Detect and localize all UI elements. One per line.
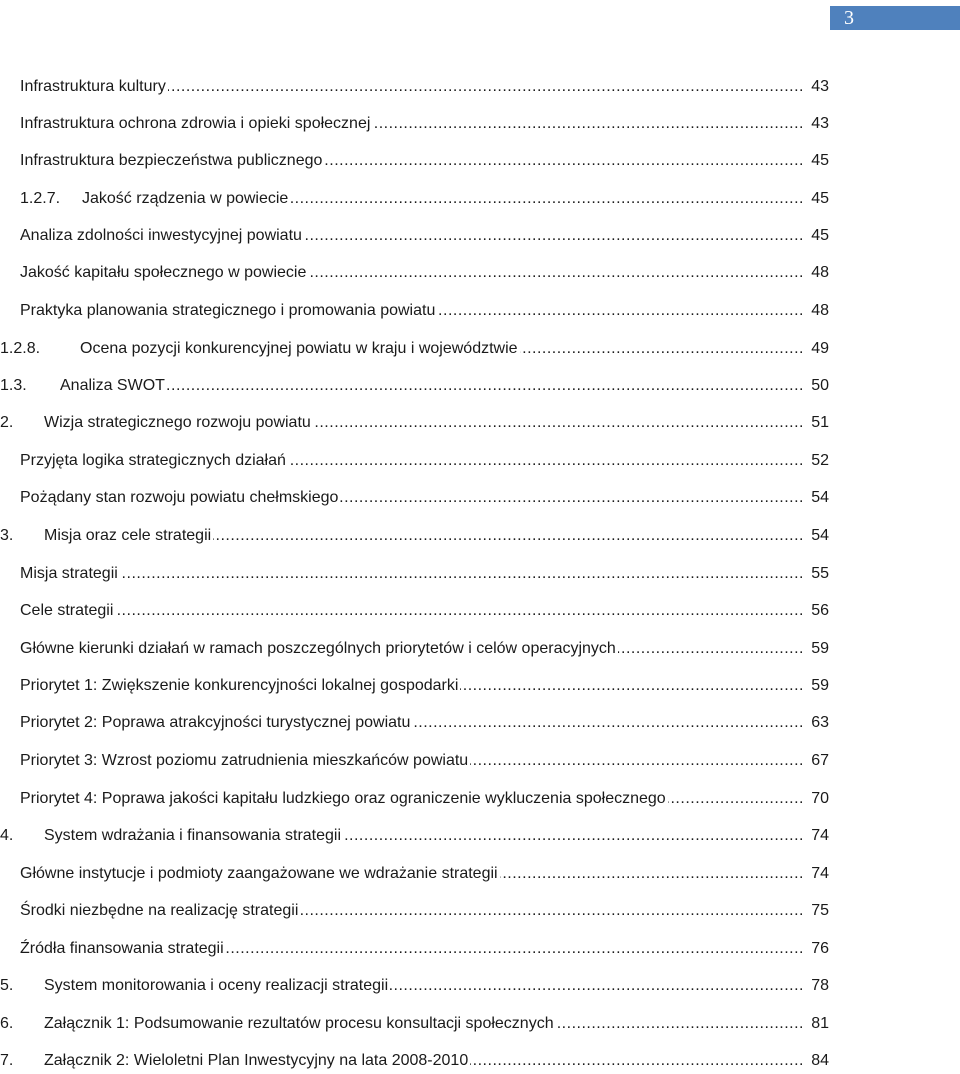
- toc-entry[interactable]: [0, 448, 960, 474]
- toc-entry[interactable]: [0, 936, 960, 962]
- toc-dot-leader: [390, 973, 804, 999]
- toc-entry-number: 1.2.7.: [20, 190, 61, 207]
- toc-entry-title: Priorytet 2: Poprawa atrakcyjności turystycznej powiatu: [20, 714, 411, 731]
- toc-entry-page: 74: [811, 827, 829, 844]
- toc-dot-leader: [618, 636, 804, 662]
- toc-entry[interactable]: [0, 561, 960, 587]
- toc-dot-leader: [500, 861, 804, 887]
- toc-entry-page: 49: [811, 340, 829, 357]
- toc-entry[interactable]: [0, 786, 960, 812]
- toc-entry-page: 43: [811, 78, 829, 95]
- toc-entry-title: System wdrażania i finansowania strategii: [44, 827, 342, 844]
- toc-entry[interactable]: [0, 186, 960, 212]
- toc-entry-number: 5.: [0, 977, 14, 994]
- toc-entry-title: Priorytet 3: Wzrost poziomu zatrudnienia mieszkańców powiatu: [20, 752, 469, 769]
- toc-entry[interactable]: [0, 598, 960, 624]
- toc-entry-title: Misja oraz cele strategii: [44, 527, 212, 544]
- toc-dot-leader: [304, 223, 804, 249]
- toc-entry-page: 48: [811, 264, 829, 281]
- toc-entry-page: 63: [811, 714, 829, 731]
- toc-entry-title: Jakość rządzenia w powiecie: [82, 190, 289, 207]
- toc-entry-title: Środki niezbędne na realizację strategii: [20, 902, 299, 919]
- toc-entry-title: Infrastruktura bezpieczeństwa publicznego: [20, 152, 323, 169]
- toc-dot-leader: [300, 898, 804, 924]
- toc-dot-leader: [213, 523, 804, 549]
- toc-entry[interactable]: [0, 823, 960, 849]
- toc-entry-page: 56: [811, 602, 829, 619]
- toc-dot-leader: [324, 148, 804, 174]
- toc-entry-page: 55: [811, 565, 829, 582]
- toc-entry-page: 54: [811, 489, 829, 506]
- toc-entry-title: System monitorowania i oceny realizacji strategii: [44, 977, 389, 994]
- toc-entry[interactable]: [0, 410, 960, 436]
- toc-entry-title: Misja strategii: [20, 565, 118, 582]
- toc-entry-title: Wizja strategicznego rozwoju powiatu: [44, 414, 311, 431]
- toc-entry[interactable]: [0, 111, 960, 137]
- toc-entry-title: Infrastruktura ochrona zdrowia i opieki społecznej: [20, 115, 371, 132]
- toc-entry[interactable]: [0, 973, 960, 999]
- toc-entry[interactable]: [0, 523, 960, 549]
- toc-dot-leader: [290, 186, 804, 212]
- toc-entry-page: 43: [811, 115, 829, 132]
- toc-entry[interactable]: [0, 861, 960, 887]
- toc-entry-title: Cele strategii: [20, 602, 114, 619]
- toc-entry-page: 84: [811, 1052, 829, 1069]
- toc-entry[interactable]: [0, 636, 960, 662]
- toc-entry[interactable]: [0, 710, 960, 736]
- toc-entry-title: Analiza zdolności inwestycyjnej powiatu: [20, 227, 302, 244]
- toc-entry[interactable]: [0, 373, 960, 399]
- toc-entry-page: 48: [811, 302, 829, 319]
- toc-dot-leader: [288, 448, 804, 474]
- toc-dot-leader: [340, 485, 804, 511]
- toc-entry[interactable]: [0, 223, 960, 249]
- toc-entry-title: Załącznik 2: Wieloletni Plan Inwestycyjny na lata 2008-2010: [44, 1052, 469, 1069]
- toc-entry-page: 59: [811, 677, 829, 694]
- toc-entry[interactable]: [0, 748, 960, 774]
- toc-dot-leader: [168, 74, 804, 100]
- toc-entry-title: Priorytet 4: Poprawa jakości kapitału ludzkiego oraz ograniczenie wykluczenia społecznego: [20, 790, 666, 807]
- page-number-badge: 3: [830, 6, 960, 30]
- toc-entry-title: Załącznik 1: Podsumowanie rezultatów procesu konsultacji społecznych: [44, 1015, 554, 1032]
- toc-entry-page: 51: [811, 414, 829, 431]
- toc-entry-title: Priorytet 1: Zwiększenie konkurencyjności lokalnej gospodarki: [20, 677, 459, 694]
- toc-entry[interactable]: [0, 148, 960, 174]
- toc-dot-leader: [470, 748, 804, 774]
- toc-entry-page: 70: [811, 790, 829, 807]
- toc-entry[interactable]: [0, 485, 960, 511]
- toc-dot-leader: [460, 673, 804, 699]
- toc-entry-page: 74: [811, 865, 829, 882]
- toc-entry-page: 75: [811, 902, 829, 919]
- toc-entry-page: 76: [811, 940, 829, 957]
- toc-entry[interactable]: [0, 673, 960, 699]
- toc-dot-leader: [437, 298, 804, 324]
- toc-entry-page: 45: [811, 227, 829, 244]
- toc-dot-leader: [308, 260, 804, 286]
- toc-entry-number: 1.2.8.: [0, 340, 41, 357]
- toc-dot-leader: [412, 710, 804, 736]
- toc-dot-leader: [470, 1048, 804, 1074]
- toc-entry-page: 45: [811, 190, 829, 207]
- toc-entry-page: 78: [811, 977, 829, 994]
- toc-entry-number: 3.: [0, 527, 14, 544]
- toc-dot-leader: [115, 598, 804, 624]
- toc-entry[interactable]: [0, 1048, 960, 1074]
- toc-entry[interactable]: [0, 74, 960, 100]
- toc-entry[interactable]: [0, 298, 960, 324]
- toc-entry-number: 6.: [0, 1015, 14, 1032]
- toc-entry-title: Pożądany stan rozwoju powiatu chełmskiego: [20, 489, 339, 506]
- toc-entry-title: Główne instytucje i podmioty zaangażowane we wdrażanie strategii: [20, 865, 498, 882]
- toc-entry-title: Jakość kapitału społecznego w powiecie: [20, 264, 307, 281]
- toc-entry-title: Przyjęta logika strategicznych działań: [20, 452, 286, 469]
- toc-entry-title: Analiza SWOT: [60, 377, 165, 394]
- toc-dot-leader: [313, 410, 804, 436]
- toc-entry-title: Ocena pozycji konkurencyjnej powiatu w kraju i województwie: [80, 340, 518, 357]
- toc-entry-title: Główne kierunki działań w ramach poszczególnych priorytetów i celów operacyjnych: [20, 640, 616, 657]
- toc-entry-title: Praktyka planowania strategicznego i promowania powiatu: [20, 302, 436, 319]
- toc-entry-number: 7.: [0, 1052, 14, 1069]
- toc-entry-title: Źródła finansowania strategii: [20, 940, 224, 957]
- toc-dot-leader: [520, 336, 804, 362]
- toc-dot-leader: [167, 373, 804, 399]
- toc-dot-leader: [343, 823, 804, 849]
- toc-entry[interactable]: [0, 260, 960, 286]
- toc-entry-page: 81: [811, 1015, 829, 1032]
- toc-entry-page: 59: [811, 640, 829, 657]
- toc-entry-number: 4.: [0, 827, 14, 844]
- toc-entry-page: 45: [811, 152, 829, 169]
- toc-dot-leader: [372, 111, 804, 137]
- toc-dot-leader: [226, 936, 804, 962]
- toc-entry-page: 52: [811, 452, 829, 469]
- toc-entry[interactable]: [0, 1011, 960, 1037]
- toc-dot-leader: [556, 1011, 804, 1037]
- toc-entry[interactable]: [0, 898, 960, 924]
- toc-entry-page: 67: [811, 752, 829, 769]
- toc-dot-leader: [668, 786, 804, 812]
- toc-dot-leader: [120, 561, 804, 587]
- toc-entry-number: 1.3.: [0, 377, 27, 394]
- toc-entry[interactable]: [0, 336, 960, 362]
- toc-entry-title: Infrastruktura kultury: [20, 78, 166, 95]
- toc-entry-page: 50: [811, 377, 829, 394]
- toc-entry-page: 54: [811, 527, 829, 544]
- toc-entry-number: 2.: [0, 414, 14, 431]
